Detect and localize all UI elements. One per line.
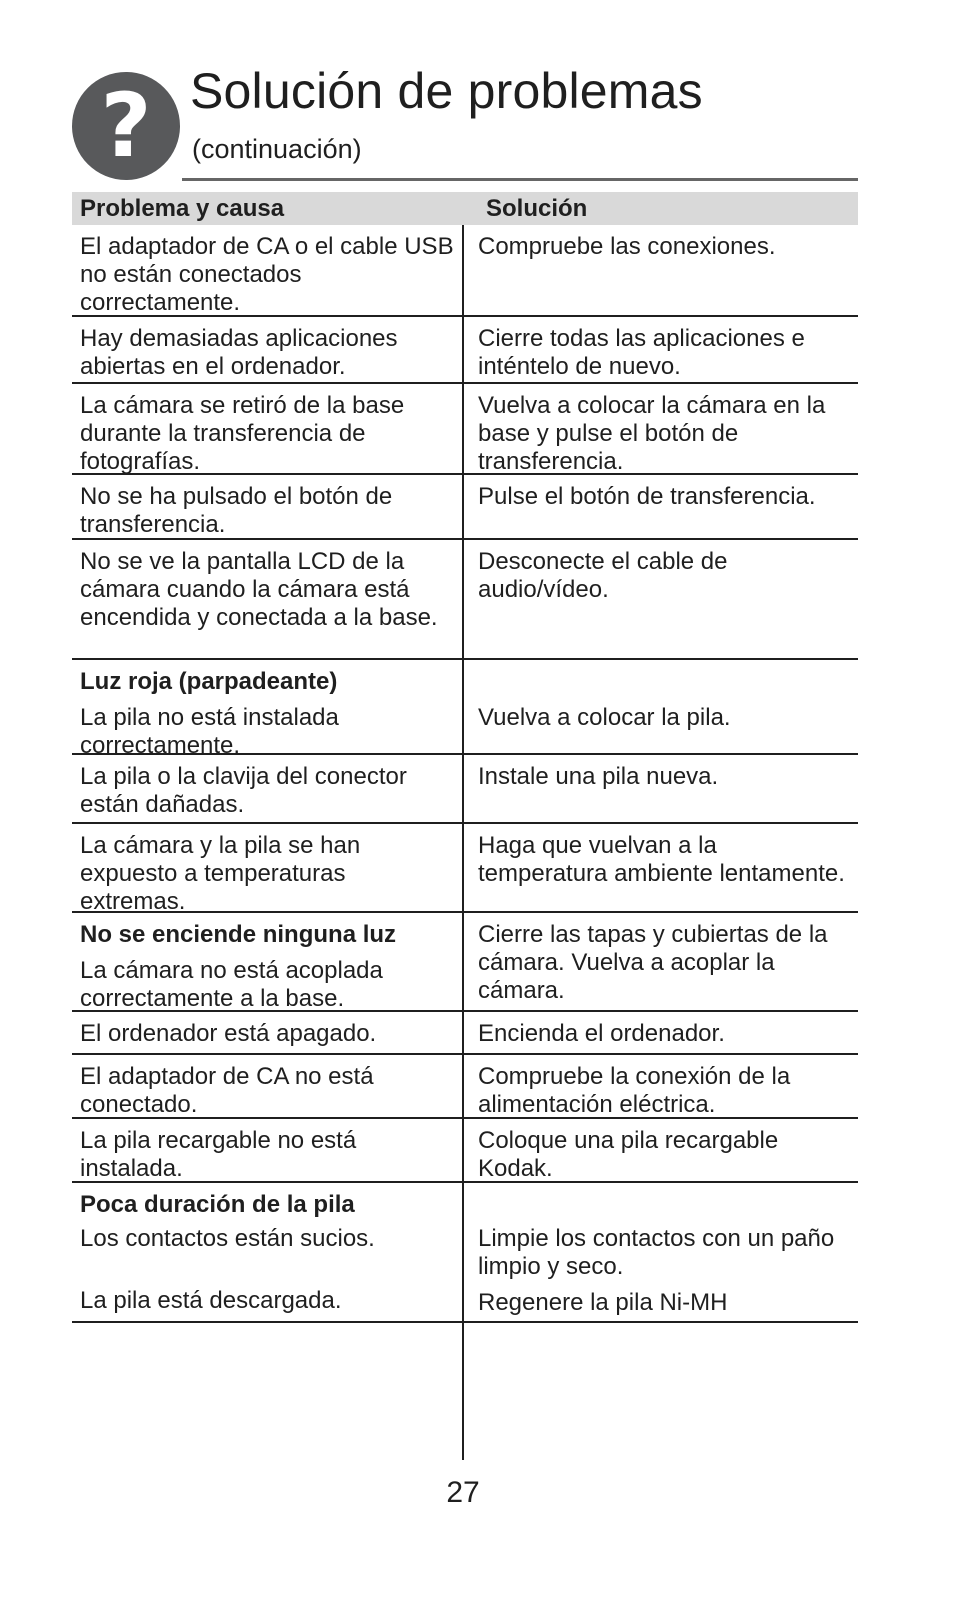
table-row <box>72 824 858 913</box>
page-number: 27 <box>446 1476 480 1509</box>
problem-cell: La pila o la clavija del conector están dañadas. <box>80 763 407 818</box>
problem-cell: No se ha pulsado el botón de transferencia. <box>80 483 393 538</box>
column-header-solution: Solución <box>486 194 588 222</box>
table-row <box>72 913 858 1012</box>
table-row <box>72 317 858 384</box>
problem-cell: El adaptador de CA o el cable USB no están conectados correctamente. <box>80 233 454 316</box>
question-mark-icon: ? <box>72 72 180 180</box>
section-heading: Luz roja (parpadeante) <box>80 668 338 695</box>
solution-cell: Desconecte el cable de audio/vídeo. <box>478 548 728 603</box>
solution-cell: Regenere la pila Ni-MH <box>478 1289 728 1316</box>
column-header-problem: Problema y causa <box>80 194 285 222</box>
section-heading: No se enciende ninguna luz <box>80 921 397 948</box>
solution-cell: Compruebe la conexión de la alimentación eléctrica. <box>478 1063 791 1118</box>
problem-cell: Los contactos están sucios. <box>80 1225 375 1252</box>
solution-cell: Instale una pila nueva. <box>478 763 719 790</box>
table-row <box>72 660 858 759</box>
page-subtitle: (continuación) <box>192 134 362 164</box>
problem-cell: La cámara se retiró de la base durante la transferencia de fotografías. <box>80 392 405 475</box>
title-rule <box>182 178 858 181</box>
table-row <box>72 475 858 540</box>
solution-cell: Cierre todas las aplicaciones e inténtelo de nuevo. <box>478 325 805 380</box>
problem-cell: El adaptador de CA no está conectado. <box>80 1063 374 1118</box>
table-header <box>72 192 858 225</box>
table-row <box>72 1119 858 1183</box>
problem-cell: El ordenador está apagado. <box>80 1020 377 1047</box>
table-row <box>72 1055 858 1119</box>
solution-cell: Limpie los contactos con un paño limpio y seco. <box>478 1225 835 1280</box>
problem-cell: La pila recargable no está instalada. <box>80 1127 357 1182</box>
solution-cell: Compruebe las conexiones. <box>478 233 776 260</box>
table-row <box>72 755 858 824</box>
troubleshooting-table <box>72 192 858 1323</box>
problem-cell: La pila está descargada. <box>80 1287 342 1314</box>
solution-cell: Vuelva a colocar la pila. <box>478 704 731 731</box>
table-row <box>72 540 858 660</box>
problem-cell: La cámara y la pila se han expuesto a temperaturas extremas. <box>80 832 361 915</box>
solution-cell: Encienda el ordenador. <box>478 1020 725 1047</box>
solution-cell: Vuelva a colocar la cámara en la base y pulse el botón de transferencia. <box>478 392 826 475</box>
problem-cell: No se ve la pantalla LCD de la cámara cuando la cámara está encendida y conectada a la base. <box>80 548 438 631</box>
table-row <box>72 1012 858 1055</box>
solution-cell: Coloque una pila recargable Kodak. <box>478 1127 779 1182</box>
section-heading: Poca duración de la pila <box>80 1191 355 1218</box>
solution-cell: Pulse el botón de transferencia. <box>478 483 816 510</box>
table-row <box>72 225 858 317</box>
table-row <box>72 384 858 475</box>
problem-cell: La pila no está instalada correctamente. <box>80 704 339 759</box>
problem-cell: La cámara no está acoplada correctamente a la base. <box>80 957 383 1012</box>
problem-cell: Hay demasiadas aplicaciones abiertas en el ordenador. <box>80 325 398 380</box>
solution-cell: Cierre las tapas y cubiertas de la cámara. Vuelva a acoplar la cámara. <box>478 921 828 1004</box>
page-title: Solución de problemas <box>190 63 703 119</box>
solution-cell: Haga que vuelvan a la temperatura ambiente lentamente. <box>478 832 845 887</box>
table-row <box>72 1183 858 1323</box>
